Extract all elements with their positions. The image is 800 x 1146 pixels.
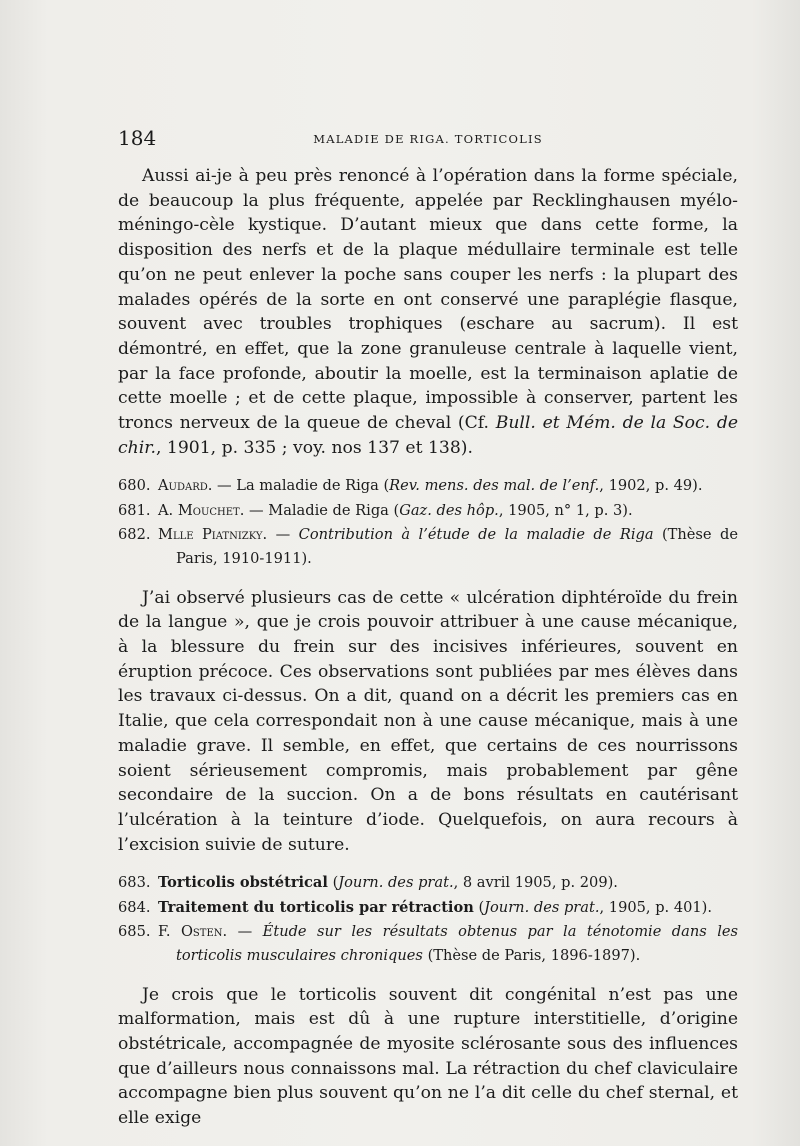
reference-number: 682.: [118, 526, 151, 544]
citation-tail: , 1901, p. 335 ; voy. nos 137 et 138).: [155, 437, 473, 458]
paragraph-torticolis: Je crois que le torticolis souvent dit congénital n’est pas une malformation, mais est dû à une rupture interstitielle, d’origine obstétricale, accompagnée de myosite sclérosante sous des influences que d’ailleurs nous connaissons mal. La rétraction du chef claviculaire accompagne bien plus souvent qu’on ne l’a dit celle du chef sternal, et elle exige: [118, 984, 738, 1129]
reference-source: Journ. des prat.: [338, 874, 454, 892]
citation-title: Bull. et Mém. de la Soc. de chir.: [118, 413, 739, 458]
reference-text: (: [473, 898, 485, 916]
references-riga: [118, 474, 738, 571]
reference-text: —: [267, 526, 299, 544]
reference-item: [118, 474, 738, 498]
reference-source: Contribution à l’étude de la maladie de Riga: [298, 526, 654, 544]
page-header: [118, 126, 738, 152]
reference-number: 680.: [118, 477, 151, 495]
reference-author: Audard.: [158, 477, 213, 495]
reference-tail: (Thèse de Paris, 1896-1897).: [422, 947, 641, 965]
reference-source: Rev. mens. des mal. de l’enf.: [389, 477, 600, 495]
reference-title: Traitement du torticolis par rétraction: [158, 898, 474, 916]
references-torticolis: [118, 871, 738, 968]
reference-number: 684.: [118, 898, 151, 916]
reference-tail: , 1902, p. 49).: [599, 477, 703, 495]
reference-item: [118, 523, 738, 572]
reference-text: — La maladie de Riga (: [212, 477, 390, 495]
page-number: 184: [118, 126, 157, 150]
paragraph-ulceration: J’ai observé plusieurs cas de cette « ulcération diphtéroïde du frein de la langue », que je crois pouvoir attribuer à une cause mécanique, à la blessure du frein sur des incisives inférieures, souvent en éruption précoce. Ces observations sont publiées par mes élèves dans les travaux ci-dessus. On a dit, quand on a décrit les premiers cas en Italie, que cela correspondait non à une cause mécanique, mais à une maladie grave. Il semble, en effet, que certains de ces nourrissons soient sérieusement compromis, mais probablement par gêne secondaire de la succion. On a de bons résultats en cautérisant l’ulcération à la teinture d’iode. Quelquefois, on aura recours à l’excision suivie de suture.: [118, 587, 738, 855]
reference-author: F. Osten.: [158, 922, 228, 940]
reference-tail: , 1905, n° 1, p. 3).: [498, 501, 633, 519]
reference-number: 683.: [118, 874, 151, 892]
reference-title: Torticolis obstétrical: [158, 874, 328, 892]
reference-number: 681.: [118, 501, 151, 519]
reference-item: [118, 920, 738, 969]
reference-tail: , 8 avril 1905, p. 209).: [453, 874, 618, 892]
reference-source: Gaz. des hôp.: [399, 501, 499, 519]
reference-source: Journ. des prat.: [484, 898, 600, 916]
reference-author: Mlle Piatnizky.: [158, 526, 268, 544]
reference-item: [118, 871, 738, 895]
running-head: MALADIE DE RIGA. TORTICOLIS: [313, 132, 543, 146]
reference-source: Étude sur les résultats obtenus par la ténotomie dans les torticolis musculaires chroniques: [176, 922, 738, 965]
reference-text: (: [327, 874, 339, 892]
reference-text: —: [227, 922, 263, 940]
reference-tail: , 1905, p. 401).: [599, 898, 713, 916]
page-body: [118, 164, 738, 1131]
reference-tail: (Thèse de Paris, 1910-1911).: [176, 526, 738, 568]
reference-item: [118, 499, 738, 523]
reference-author: A. Mouchet.: [158, 501, 245, 519]
reference-text: — Maladie de Riga (: [244, 501, 400, 519]
reference-item: [118, 896, 738, 920]
paragraph-spina-bifida: [118, 164, 738, 460]
paragraph-text: Aussi ai-je à peu près renoncé à l’opération dans la forme spéciale, de beaucoup la plus fréquente, appelée par Recklinghausen myélo-méningo-cèle kystique. D’autant mieux que dans cette forme, la disposition des nerfs et de la plaque médullaire terminale est telle qu’on ne peut enlever la poche sans couper les nerfs : la plupart des malades opérés de la sorte en ont conservé une paraplégie flasque, souvent avec troubles trophiques (eschare au sacrum). Il est démontré, en effet, que la zone granuleuse centrale à laquelle vient, par la face profonde, aboutir la moelle, est la terminaison aplatie de cette moelle ; et de cette plaque, impossible à conserver, partent les troncs nerveux de la queue de cheval (Cf.: [118, 166, 738, 434]
reference-number: 685.: [118, 922, 151, 940]
